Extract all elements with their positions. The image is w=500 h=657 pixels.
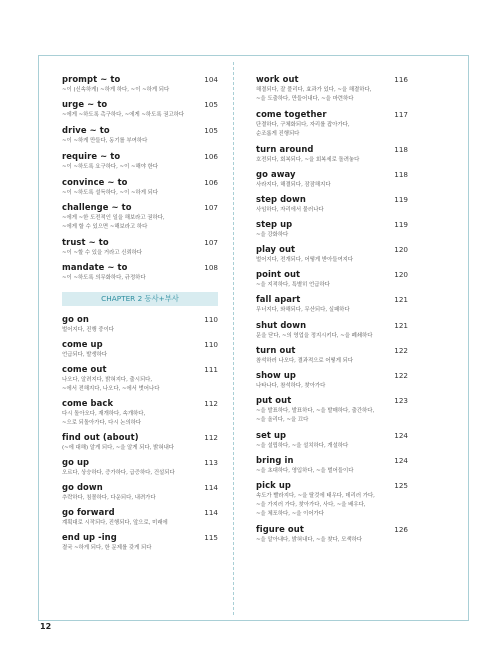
index-entry: [256, 144, 408, 165]
entry-definition: (~에 대해) 알게 되다, ~을 알게 되다, 밝혀내다: [62, 445, 174, 451]
entry-phrase: find out (about): [62, 432, 139, 442]
index-entry: [62, 457, 218, 478]
entry-definition: 문을 닫다, ~의 영업을 정지시키다, ~을 폐쇄하다: [256, 333, 373, 339]
entry-phrase: urge ~ to: [62, 99, 108, 109]
index-entry: [62, 532, 218, 553]
entry-definition: ~을 설립하다, ~을 설치하다, 개설하다: [256, 443, 349, 449]
entry-definition: ~을 지적하다, 특별히 언급하다: [256, 282, 330, 288]
entry-page: 108: [204, 263, 218, 272]
entry-definition: 다시 돌아오다, 재개하다, 속개하다, ~으로 되돌아가다, 다시 논의하다: [62, 411, 146, 427]
entry-definition: 나오다, 알려지다, 밝혀지다, 출시되다, ~에서 전해지다, 나오다, ~에서 벗어나다: [62, 377, 160, 393]
entry-definition: ~에게 ~한 도전적인 일을 해보라고 권하다, ~에게 할 수 있으면 ~해보라고 하다: [62, 215, 165, 231]
index-entry: [62, 339, 218, 360]
entry-page: 111: [204, 365, 218, 374]
entry-definition: ~이 ~하게 만들다, 동기를 부여하다: [62, 138, 148, 144]
entry-phrase: figure out: [256, 524, 304, 534]
index-entry: [256, 294, 408, 315]
entry-phrase: turn out: [256, 345, 296, 355]
entry-definition: 벌어지다, 진행 중이다: [62, 327, 115, 333]
index-entry: [62, 202, 218, 232]
entry-phrase: pick up: [256, 480, 291, 490]
entry-page: 122: [394, 371, 408, 380]
chapter-heading: CHAPTER 2 동사+부사: [62, 292, 218, 306]
index-entry: [256, 480, 408, 520]
entry-phrase: go away: [256, 169, 296, 179]
index-entry: [62, 262, 218, 283]
entry-page: 118: [394, 170, 408, 179]
index-entry: [256, 219, 408, 240]
entry-definition: ~이 ~하도록 요구하다, ~이 ~해야 한다: [62, 164, 159, 170]
entry-page: 122: [394, 346, 408, 355]
entry-phrase: challenge ~ to: [62, 202, 132, 212]
index-entry: [62, 74, 218, 95]
index-entry: [62, 364, 218, 394]
index-entry: [256, 194, 408, 215]
entry-phrase: come up: [62, 339, 103, 349]
entry-page: 117: [394, 110, 408, 119]
entry-page: 110: [204, 340, 218, 349]
entry-page: 124: [394, 456, 408, 465]
entry-page: 118: [394, 145, 408, 154]
entry-page: 106: [204, 178, 218, 187]
entry-definition: 단결하다, 구체화되다, 자리를 잡아가다, 순조롭게 진행되다: [256, 122, 350, 138]
entry-definition: 나타나다, 참석하다, 찾아가다: [256, 383, 326, 389]
index-entry: [62, 151, 218, 172]
entry-definition: 무너지다, 와해되다, 무산되다, 실패하다: [256, 307, 350, 313]
entry-definition: ~을 알아내다, 밝혀내다, ~을 찾다, 모색하다: [256, 537, 363, 543]
entry-page: 120: [394, 245, 408, 254]
entry-definition: 참석하러 나오다, 결과적으로 어떻게 되다: [256, 358, 354, 364]
entry-definition: ~을 강화하다: [256, 232, 289, 238]
entry-page: 105: [204, 126, 218, 135]
entry-definition: 결국 ~하게 되다, 한 문제를 갖게 되다: [62, 545, 152, 551]
index-entry: [62, 507, 218, 528]
entry-phrase: trust ~ to: [62, 237, 109, 247]
entry-phrase: step down: [256, 194, 306, 204]
entry-definition: ~이 ~하도록 의무화하다, 규정하다: [62, 275, 146, 281]
entry-page: 123: [394, 396, 408, 405]
entry-phrase: set up: [256, 430, 287, 440]
index-entry: [62, 99, 218, 120]
entry-page: 107: [204, 238, 218, 247]
entry-definition: ~이 (신속하게) ~하게 하다, ~이 ~하게 되다: [62, 87, 170, 93]
entry-phrase: go down: [62, 482, 103, 492]
entry-phrase: step up: [256, 219, 293, 229]
entry-phrase: come together: [256, 109, 327, 119]
entry-page: 112: [204, 399, 218, 408]
index-entry: [62, 482, 218, 503]
index-entry: [256, 74, 408, 104]
entry-phrase: play out: [256, 244, 296, 254]
entry-phrase: go forward: [62, 507, 115, 517]
index-entry: [256, 370, 408, 391]
entry-definition: 오르다, 상승하다, 증가하다, 급증하다, 건설되다: [62, 470, 175, 476]
entry-page: 116: [394, 75, 408, 84]
entry-phrase: turn around: [256, 144, 314, 154]
entry-definition: ~을 발표하다, 발표하다, ~을 발매하다, 출간하다, ~을 올리다, ~을 끄다: [256, 408, 375, 424]
entry-page: 115: [204, 533, 218, 542]
entry-definition: 호전되다, 회복되다, ~을 회복세로 돌려놓다: [256, 157, 360, 163]
entry-definition: 계획대로 시작되다, 진행되다, 앞으로, 미래에: [62, 520, 168, 526]
entry-phrase: work out: [256, 74, 299, 84]
entry-page: 121: [394, 295, 408, 304]
entry-phrase: come out: [62, 364, 107, 374]
entry-phrase: go up: [62, 457, 90, 467]
entry-phrase: drive ~ to: [62, 125, 110, 135]
entry-phrase: show up: [256, 370, 297, 380]
page-number: 12: [40, 622, 52, 631]
index-entry: [256, 524, 408, 545]
entry-page: 125: [394, 481, 408, 490]
index-entry: [256, 244, 408, 265]
index-entry: [62, 237, 218, 258]
entry-phrase: bring in: [256, 455, 294, 465]
entry-phrase: end up -ing: [62, 532, 117, 542]
index-entry: [256, 430, 408, 451]
entry-page: 120: [394, 270, 408, 279]
entry-phrase: shut down: [256, 320, 307, 330]
entry-phrase: prompt ~ to: [62, 74, 121, 84]
entry-definition: 언급되다, 발생하다: [62, 352, 108, 358]
index-entry: [256, 455, 408, 476]
entry-page: 105: [204, 100, 218, 109]
index-entry: [62, 177, 218, 198]
entry-page: 114: [204, 508, 218, 517]
entry-definition: 속도가 빨라지다, ~을 탈것에 태우다, 데리러 가다, ~을 가지러 가다, 찾아가다, 사다, ~을 배우다, ~을 체포하다, ~을 이어가다: [256, 493, 375, 518]
entry-phrase: point out: [256, 269, 301, 279]
entry-phrase: go on: [62, 314, 89, 324]
entry-definition: 해결되다, 잘 풀리다, 효과가 있다, ~을 해결하다, ~을 도출하다, 만들어내다, ~을 마련하다: [256, 87, 372, 103]
index-entry: [256, 109, 408, 139]
index-entry: [62, 398, 218, 428]
index-entry: [256, 269, 408, 290]
entry-page: 113: [204, 458, 218, 467]
entry-phrase: mandate ~ to: [62, 262, 128, 272]
entry-page: 106: [204, 152, 218, 161]
index-entry: [256, 169, 408, 190]
entry-phrase: come back: [62, 398, 114, 408]
entry-definition: 사라지다, 해결되다, 잠잠해지다: [256, 182, 331, 188]
entry-page: 121: [394, 321, 408, 330]
entry-definition: 벌어지다, 전개되다, 어떻게 받아들여지다: [256, 257, 354, 263]
entry-definition: 추락하다, 침몰하다, 다운되다, 내려가다: [62, 495, 156, 501]
entry-definition: ~이 ~하도록 설득하다, ~이 ~하게 되다: [62, 190, 159, 196]
index-entry: [62, 125, 218, 146]
entry-page: 124: [394, 431, 408, 440]
index-entry: [256, 320, 408, 341]
entry-definition: ~이 ~할 수 있을 거라고 신뢰하다: [62, 250, 143, 256]
index-entry: [62, 314, 218, 335]
entry-definition: ~을 초대하다, 영입하다, ~을 벌어들이다: [256, 468, 354, 474]
index-entry: [256, 395, 408, 425]
entry-phrase: require ~ to: [62, 151, 121, 161]
entry-phrase: fall apart: [256, 294, 301, 304]
entry-page: 104: [204, 75, 218, 84]
entry-page: 110: [204, 315, 218, 324]
column-divider: [233, 62, 234, 615]
entry-page: 107: [204, 203, 218, 212]
entry-definition: 사임하다, 자리에서 물러나다: [256, 207, 324, 213]
index-entry: [256, 345, 408, 366]
entry-page: 119: [394, 195, 408, 204]
entry-page: 112: [204, 433, 218, 442]
index-entry: [62, 432, 218, 453]
entry-page: 126: [394, 525, 408, 534]
entry-page: 119: [394, 220, 408, 229]
entry-definition: ~에게 ~하도록 촉구하다, ~에게 ~하도록 권고하다: [62, 112, 185, 118]
entry-phrase: convince ~ to: [62, 177, 128, 187]
entry-phrase: put out: [256, 395, 292, 405]
entry-page: 114: [204, 483, 218, 492]
